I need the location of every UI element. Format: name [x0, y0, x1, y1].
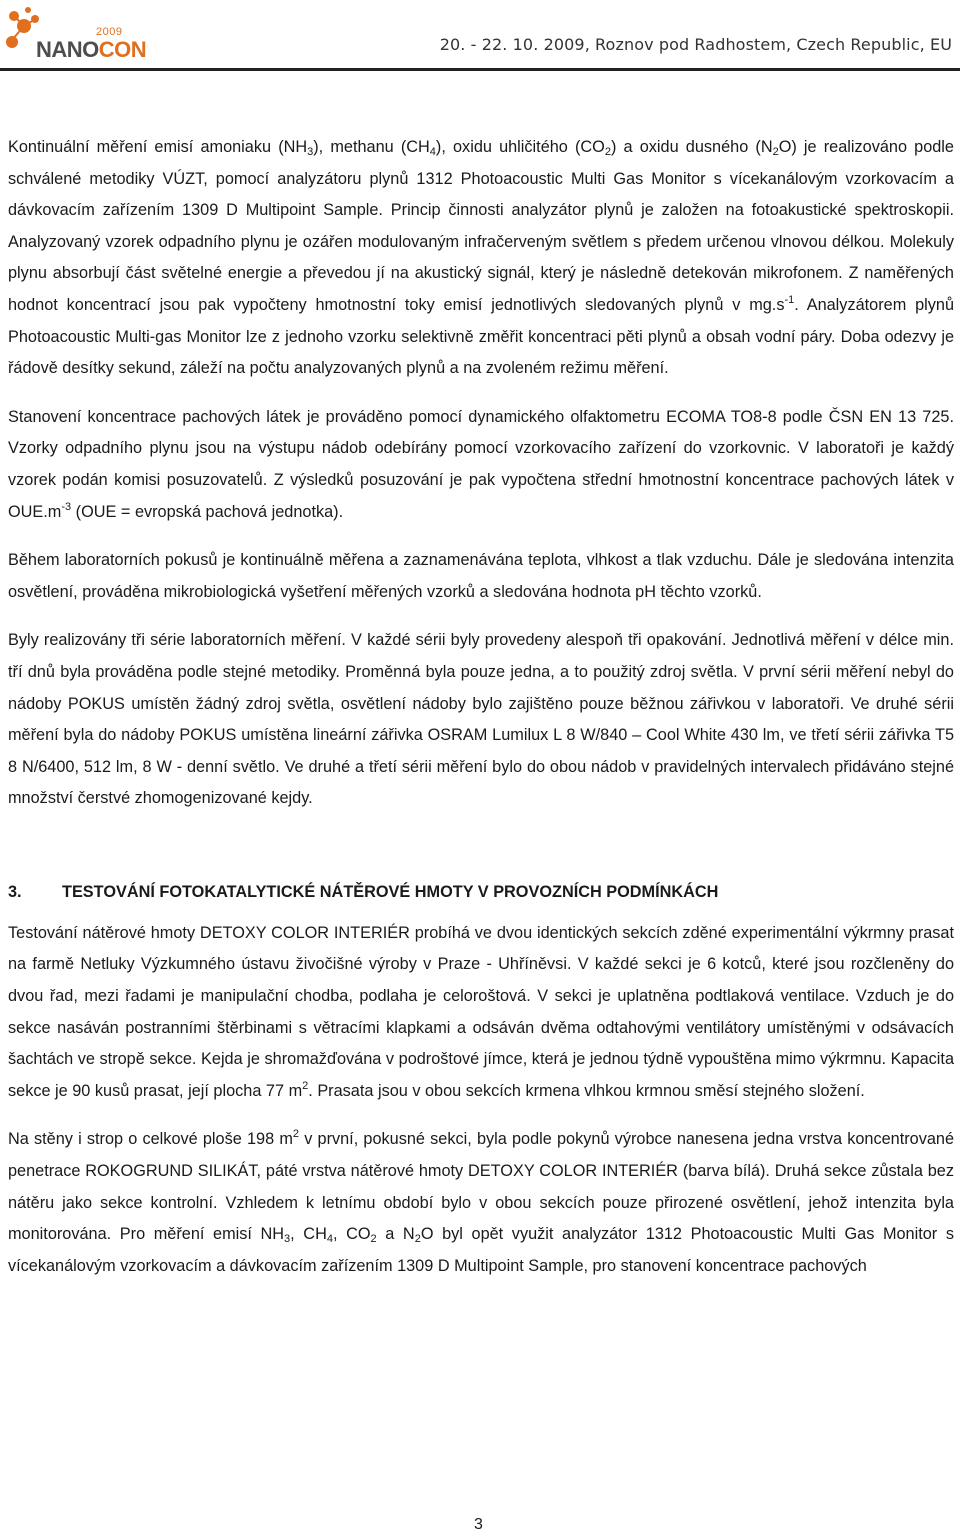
logo-wordmark: NANOCON [36, 37, 147, 62]
page-body [8, 132, 954, 1282]
paragraph-lab-conditions: Během laboratorních pokusů je kontinuálně měřena a zaznamenávána teplota, vlhkost a tlak vzduchu. Dále je sledována intenzita osvětlení, prováděna mikrobiologická vyšetření měřených vzorků a sledována hodnota pH těchto vzorků. [8, 551, 954, 601]
page-header [0, 0, 960, 70]
section-number: 3. [8, 882, 22, 901]
paragraph-field-test: Testování nátěrové hmoty DETOXY COLOR INTERIÉR probíhá ve dvou identických sekcích zděné experimentální výkrmny prasat na farmě Netluky Výzkumného ústavu živočišné výroby v Praze - Uhříněvsi. V každé sekci je 6 kotců, které jsou rozčleněny do dvou řad, mezi řadami je manipulační chodba, podlaha je celoroštová. V sekci je uplatněna podtlaková ventilace. Vzduch je do sekce nasáván postranními štěrbinami s větracími klapkami a odsáván dvěma odtahovými ventilátory umístěnými v odsávacích šachtách ve stropě sekce. Kejda je shromažďována v podroštové jímce, která je jednou týdně vypouštěna mimo výkrmnu. Kapacita sekce je 90 kusů prasat, její plocha 77 $m^2$. Prasata jsou v obou sekcích krmena vlhkou krmnou směsí stejného složení. [8, 923, 954, 1100]
section-heading [8, 877, 954, 908]
paragraph-coating-application: Na stěny i strop o celkové ploše 198 $m^2$ v první, pokusné sekci, byla podle pokynů výrobce nanesena jedna vrstva koncentrované penetrace ROKOGRUND SILIKÁT, páté vrstva nátěrové hmoty DETOXY COLOR INTERIÉR (barva bílá). Druhá sekce zůstala bez nátěru jako sekce kontrolní. Vzhledem k letnímu období bylo v obou sekcích pouze přirozené osvětlení, jehož intenzita byla monitorována. Pro měření emisí $NH_3$, $CH_4$, $CO_2$ a $N_2O$ byl opět využit analyzátor 1312 Photoacoustic Multi Gas Monitor s vícekanálovým vzorkovacím a dávkovacím zařízením 1309 D Multipoint Sample, pro stanovení koncentrace pachových [8, 1128, 954, 1275]
paragraph-lab-series: Byly realizovány tři série laboratorních měření. V každé sérii byly provedeny alespoň tři opakování. Jednotlivá měření v délce min. tří dnů byla prováděna podle stejné metodiky. Proměnná byla pouze jedna, a to použitý zdroj světla. V první sérii měření nebyl do nádoby POKUS umístěn žádný zdroj světla, osvětlení nádoby bylo zajištěno pouze běžnou zářivkou v laboratoři. Ve druhé sérii měření byla do nádoby POKUS umístěna lineární zářivka OSRAM Lumilux L 8 W/840 – Cool White 430 lm, ve třetí sérii zářivka T5 8 N/6400, 512 lm, 8 W - denní světlo. Ve druhé a třetí sérii měření bylo do obou nádob v pravidelných intervalech přidáváno stejné množství čerstvé zhomogenizované kejdy. [8, 631, 954, 808]
header-divider [0, 68, 960, 71]
page-number: 3 [474, 1516, 483, 1533]
conference-info: 20. - 22. 10. 2009, Roznov pod Radhostem, Czech Republic, EU [439, 35, 952, 54]
section-title: TESTOVÁNÍ FOTOKATALYTICKÉ NÁTĚROVÉ HMOTY V PROVOZNÍCH PODMÍNKÁCH [62, 882, 719, 901]
logo-year: 2009 [96, 26, 123, 38]
paragraph-odour-measurement: Stanovení koncentrace pachových látek je prováděno pomocí dynamického olfaktometru ECOMA TO8-8 podle ČSN EN 13 725. Vzorky odpadního plynu jsou na výstupu nádob odebírány pomocí vzorkovacího zařízení do vzorkovnic. V laboratoři je každý vzorek podán komisi posuzovatelů. Z výsledků posuzování je pak vypočtena střední hmotnostní koncentrace pachových látek v $OUE.m^{-3}$ (OUE = evropská pachová jednotka). [8, 407, 954, 521]
paragraph-emission-measurement: Kontinuální měření emisí amoniaku $(NH_3)$, methanu $(CH_4)$, oxidu uhličitého $(CO_2)$ a oxidu dusného $(N_2O)$ je realizováno podle schválené metodiky VÚZT, pomocí analyzátoru plynů 1312 Photoacoustic Multi Gas Monitor s vícekanálovým vzorkovacím a dávkovacím zařízením 1309 D Multipoint Sample. Princip činnosti analyzátor plynů je založen na fotoakustické spektroskopii. Analyzovaný vzorek odpadního plynu je ozářen modulovaným infračerveným světlem s předem určenou vlnovou délkou. Molekuly plynu absorbují část světelné energie a převedou jí na akustický signál, který je následně detekován mikrofonem. Z naměřených hodnot koncentrací jsou pak vypočteny hmotnostní toky emisí jednotlivých sledovaných plynů v $mg.s^{-1}$. Analyzátorem plynů Photoacoustic Multi-gas Monitor lze z jednoho vzorku selektivně změřit koncentraci pěti plynů a obsah vodní páry. Doba odezvy je řádově desítky sekund, záleží na počtu analyzovaných plynů a na zvoleném režimu měření. [8, 138, 954, 378]
nanocon-logo [4, 4, 147, 64]
